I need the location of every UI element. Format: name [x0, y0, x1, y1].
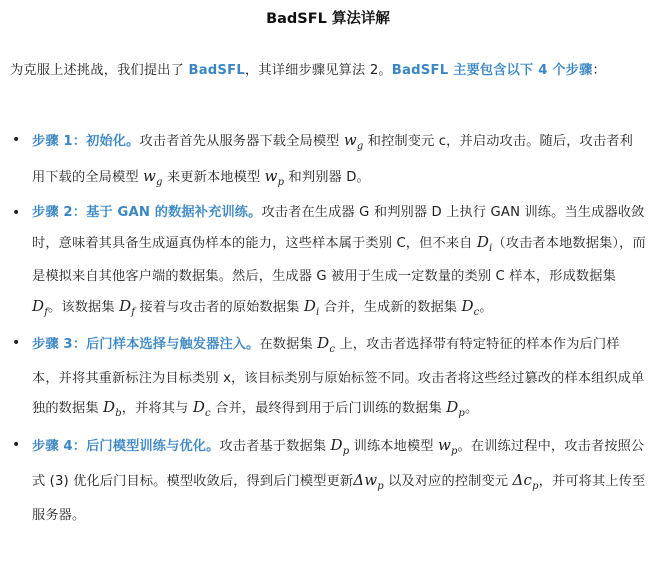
step-4-heading: 步骤 4：后门模型训练与优化。	[32, 438, 220, 454]
math-w-g: $w_g$	[343, 131, 364, 152]
math-d-f: $D_f$	[119, 296, 136, 318]
step-1-text-1: 攻击者首先从服务器下载全局模型	[139, 134, 344, 149]
step-3-text-3: ，并将其与	[121, 401, 193, 416]
step-3	[10, 329, 646, 429]
math-w-p: $w_p$	[437, 435, 458, 457]
intro-text-3: ：	[592, 63, 606, 78]
bullet-icon: •	[12, 205, 21, 221]
math-d-b: $D_b$	[103, 398, 122, 419]
step-4-text-4: 以及对应的控制变元	[383, 474, 513, 489]
math-d-i: $D_i$	[303, 296, 320, 318]
step-2-text-4: 接着与攻击者的原始数据集	[135, 299, 304, 315]
step-1-text-3: 来更新本地模型	[162, 169, 265, 185]
step-4-text-2: 训练本地模型	[349, 438, 438, 454]
page-title: BadSFL 算法详解	[266, 11, 390, 27]
math-d-c: $D_c$	[192, 398, 211, 419]
math-w-p: $w_p$	[264, 166, 285, 188]
step-1-heading: 步骤 1：初始化。	[32, 134, 140, 149]
bullet-icon: •	[12, 436, 21, 453]
intro-paragraph	[10, 57, 646, 84]
math-w-g: $w_g$	[143, 166, 163, 188]
step-2	[10, 199, 646, 327]
math-d-f: $D_f$	[32, 296, 49, 318]
intro-text-2: ，其详细步骤见算法 2。	[244, 63, 392, 78]
step-1	[10, 126, 646, 197]
step-4-text-5: ，并可将其上传至服务器。	[32, 474, 646, 523]
brand-badsfl: BadSFL	[188, 63, 245, 78]
step-2-text-6: 。	[479, 299, 493, 315]
intro-text-1: 为克服上述挑战，我们提出了	[10, 63, 189, 78]
step-4-text-1: 攻击者基于数据集	[219, 438, 331, 454]
step-2-text-3: 。该数据集	[48, 299, 120, 315]
math-d-p: $D_p$	[330, 435, 350, 457]
intro-highlight: BadSFL 主要包含以下 4 个步骤	[391, 63, 593, 78]
step-2-text-2: （攻击者本地数据集），而是模拟来自其他客户端的数据集。然后，生成器 G 被用于生成一定数量的类别 C 样本，形成数据集	[32, 235, 646, 284]
step-4-text-3: 。在训练过程中，攻击者按照公式 (3) 优化后门目标。模型收敛后，得到后门模型更新	[32, 438, 645, 489]
step-3-text-2: 上，攻击者选择带有特定特征的样本作为后门样本，并将其重新标注为目标类别 x，该目标类别与原始标签不同。攻击者将这些经过篡改的样本组织成单独的数据集	[32, 337, 645, 416]
step-1-text-2: 和控制变元 c，并启动攻击。随后，攻击者利用下载的全局模型	[32, 134, 633, 185]
step-3-text-4: 合并，最终得到用于后门训练的数据集	[210, 401, 447, 416]
step-2-text-5: 合并，生成新的数据集	[319, 299, 462, 315]
math-delta-c-p: $\Delta c_p$	[512, 471, 539, 492]
math-d-c: $D_c$	[317, 334, 336, 355]
bullet-icon: •	[12, 335, 21, 351]
step-4	[10, 431, 646, 531]
step-3-text-5: 。	[464, 401, 479, 416]
step-2-text-1: 攻击者在生成器 G 和判别器 D 上执行 GAN 训练。当生成器收敛时，意味着其具备生成逼真伪样本的能力，这些样本属于类别 C，但不来自	[32, 205, 645, 251]
math-delta-w-p: $\Delta w_p$	[353, 471, 384, 492]
step-1-text-4: 和判别器 D。	[284, 169, 370, 185]
bullet-icon: •	[12, 132, 21, 148]
math-d-c: $D_c$	[461, 296, 480, 318]
math-d-i: $D_i$	[476, 232, 493, 254]
step-2-heading: 步骤 2：基于 GAN 的数据补充训练。	[32, 205, 262, 220]
step-3-text-1: 在数据集	[259, 337, 318, 352]
steps-list	[10, 126, 646, 530]
step-3-heading: 步骤 3：后门样本选择与触发器注入。	[32, 337, 260, 352]
math-d-p: $D_p$	[446, 398, 465, 419]
